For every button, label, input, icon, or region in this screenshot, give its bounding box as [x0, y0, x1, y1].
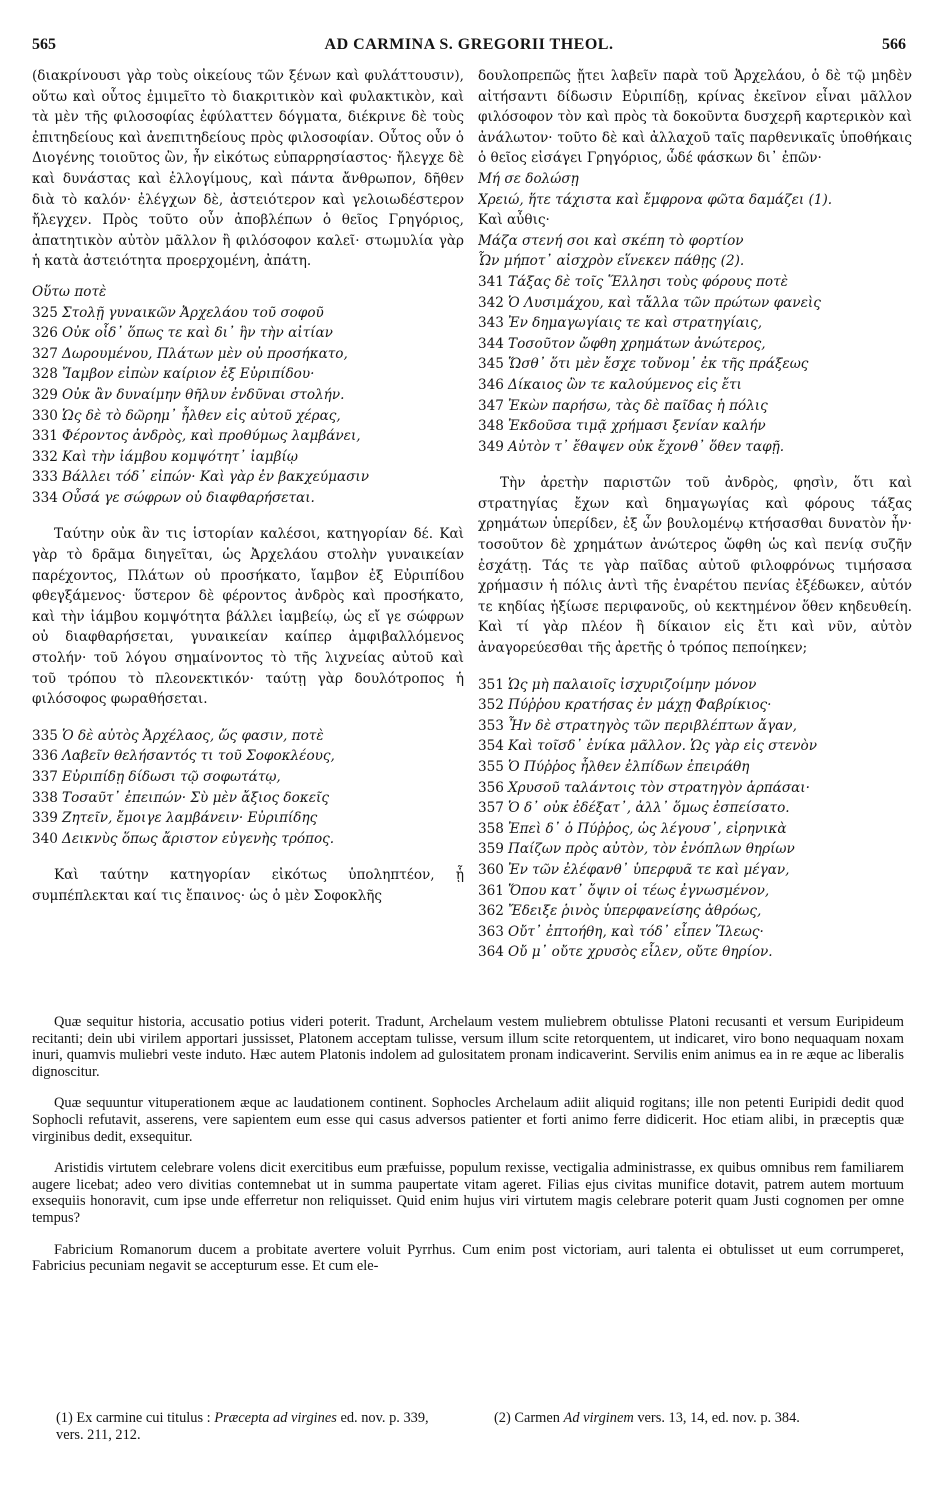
verse-text: Καὶ τοῖσδ᾽ ἐνίκα μᾶλλον. Ὡς γὰρ εἰς στενὸν	[508, 738, 817, 755]
verse-number: 362	[478, 903, 504, 920]
verse-line	[32, 323, 464, 344]
page-number-left: 565	[32, 36, 56, 53]
verse-line	[32, 447, 464, 468]
verse-number: 357	[478, 800, 504, 817]
verse-line	[478, 695, 912, 716]
verse-line	[478, 716, 912, 737]
verse-lead: Οὕτω ποτὲ	[32, 283, 107, 300]
verse-text: Ὁ Λυσιμάχου, καὶ τἄλλα τῶν πρώτων φανεὶς	[508, 294, 821, 311]
verse-number: 325	[32, 304, 58, 321]
citation-intro: Καὶ αὖθις·	[478, 212, 550, 229]
verse-number: 349	[478, 438, 504, 455]
verse-number: 336	[32, 748, 58, 765]
verse-line	[32, 746, 464, 767]
verse-text: Οὔτ᾽ ἐπτοήθη, καὶ τόδ᾽ εἶπεν Ἵλεως·	[508, 923, 764, 940]
verse-text: Ἐκὼν παρήσω, τὰς δὲ παῖδας ἡ πόλις	[508, 397, 768, 414]
verse-text: Ὁ δ᾽ οὐκ ἐδέξατ᾽, ἀλλ᾽ ὅμως ἐσπείσατο.	[508, 800, 790, 817]
verse-number: 363	[478, 923, 504, 940]
verse-text: Φέροντος ἀνδρὸς, καὶ προθύμως λαμβάνει,	[62, 428, 361, 445]
footnote-text: (2) Carmen	[494, 1410, 564, 1426]
citation-lead: Μή σε δολώσῃ	[478, 170, 579, 187]
verse-text: Ὅπου κατ᾽ ὄψιν οἱ τέως ἐγνωσμένον,	[508, 882, 770, 899]
verse-number: 342	[478, 294, 504, 311]
verse-text: Δίκαιος ὢν τε καλούμενος εἰς ἔτι	[508, 376, 742, 393]
latin-paragraph: Aristidis virtutem celebrare volens dicit exercitibus eum præfuisse, populum rexisse, vectigalia administrasse, ex quibus omnibus rem familiarem augere licebat; adeo vero divitias contemnebat ut in summa paupertate vitam ageret. Filias ejus civitas munifice dotavit, patrem autem mortuum exsequiis honoravit, cum ipse unde efferretur non reliquisset. Quid enim hujus viri virtutem magis celebrare poterit quam Justi cognomen per omne tempus?	[32, 1160, 904, 1226]
verse-line	[32, 344, 464, 365]
verse-line	[32, 426, 464, 447]
verse-text: Οὐκ ἂν δυναίμην θῆλυν ἐνδῦναι στολήν.	[62, 386, 345, 403]
verse-number: 360	[478, 861, 504, 878]
commentary-paragraph: Ταύτην οὐκ ἂν τις ἱστορίαν καλέσοι, κατηγορίαν δέ. Καὶ γὰρ τὸ δρᾶμα διηγεῖται, ὡς Ἀρχελάου στολὴν γυναικείαν παρέχοντος, Πλάτων οὐ προσήκατο, ἴαμβον ἐξ Εὐριπίδου φθεγξάμενος· ὕστερον δὲ φέροντος ἀνδρὸς καὶ προσήκατο, καὶ τὴν ἰάμβου κομψότητα βάλλει ἰαμβείῳ, ὡς εἴ γε σώφρων οὐ διαφθαρήσεται, γυναικείαν καίπερ ἀμφιβαλλόμενος στολήν· τοῦ λόγου σημαίνοντος τὸ τῆς λιχνείας αὐτοῦ καὶ τοῦ τρόπου τὸ πλεονεκτικόν· ταύτῃ γὰρ δουλότροπος ἡ φιλόσοφος φωραθήσεται.	[32, 526, 464, 708]
verse-block	[478, 675, 912, 963]
verse-number: 343	[478, 315, 504, 332]
latin-translation	[32, 1014, 904, 1386]
verse-line	[32, 767, 464, 788]
verse-text: Εὐριπίδῃ δίδωσι τῷ σοφωτάτῳ,	[62, 769, 281, 785]
verse-line	[478, 736, 912, 757]
verse-line	[478, 901, 912, 922]
verse-line	[32, 488, 464, 509]
verse-text: Δεικνὺς ὅπως ἄριστον εὐγενὴς τρόπος.	[62, 830, 335, 847]
verse-text: Ζητεῖν, ἔμοιγε λαμβάνειν· Εὐριπίδης	[62, 810, 318, 827]
verse-text: Παίζων πρὸς αὐτὸν, τὸν ἐνόπλων θηρίων	[508, 841, 795, 858]
verse-block	[32, 303, 464, 509]
verse-number: 329	[32, 386, 58, 403]
verse-number: 330	[32, 407, 58, 424]
verse-text: Τάξας δὲ τοῖς Ἕλλησι τοὺς φόρους ποτὲ	[508, 273, 788, 290]
verse-line	[32, 303, 464, 324]
verse-text: Ὡς δὲ τὸ δῶρημ᾽ ἦλθεν εἰς αὐτοῦ χέρας,	[62, 407, 341, 424]
verse-text: Πύῤῥου κρατήσας ἐν μάχῃ Φαβρίκιος·	[508, 697, 772, 714]
verse-number: 354	[478, 738, 504, 755]
running-title: AD CARMINA S. GREGORII THEOL.	[324, 36, 614, 53]
verse-number: 338	[32, 789, 58, 806]
verse-number: 359	[478, 841, 504, 858]
verse-text: Ἔδειξε ῥινὸς ὑπερφανείσης ἀθρόως,	[508, 903, 762, 920]
verse-line	[32, 788, 464, 809]
verse-number: 348	[478, 418, 504, 435]
latin-paragraph: Fabricium Romanorum ducem a probitate avertere voluit Pyrrhus. Cum enim post victoriam, auri talenta ei obtulisset ut eum corrumperet, Fabricius pecuniam negavit se accepturum esse. Et cum ele-	[32, 1241, 904, 1275]
footnote-2	[494, 1410, 904, 1427]
verse-text: Καὶ τὴν ἰάμβου κομψότητ᾽ ἰαμβίῳ	[62, 448, 298, 465]
greek-column-left	[32, 66, 464, 998]
verse-line	[32, 726, 464, 747]
verse-line	[32, 364, 464, 385]
verse-line	[478, 860, 912, 881]
verse-line	[478, 798, 912, 819]
verse-line	[32, 467, 464, 488]
commentary-paragraph: δουλοπρεπῶς ᾔτει λαβεῖν παρὰ τοῦ Ἀρχελάου, ὁ δὲ τῷ μηδὲν αἰτήσαντι δίδωσιν Εὐριπίδῃ, κρίνας ἐκεῖνον εἶναι μᾶλλον φιλόσοφον τὸν καὶ πρὸς τὰ δοκοῦντα δυσχερῆ καρτερικὸν καὶ ἀνάλωτον· τοῦτο δὲ καὶ ἀλλαχοῦ ταῖς παρθενικαῖς ὑποθήκαις ὁ θεῖος εἰσάγει Γρηγόριος, ὧδέ φάσκων δι᾽ ἐπῶν·	[478, 68, 912, 167]
verse-text: Ὁ δὲ αὐτὸς Ἀρχέλαος, ὥς φασιν, ποτὲ	[62, 727, 324, 744]
verse-number: 344	[478, 335, 504, 352]
verse-line	[478, 354, 912, 375]
verse-text: Τοσοῦτον ὤφθη χρημάτων ἀνώτερος,	[508, 335, 766, 352]
verse-text: Βάλλει τόδ᾽ εἰπών· Καὶ γὰρ ἐν βακχεύμασιν	[62, 469, 370, 486]
verse-text: Ὥσθ᾽ ὅτι μὲν ἔσχε τοὔνομ᾽ ἐκ τῆς πράξεως	[508, 356, 809, 373]
verse-text: Ἴαμβον εἰπὼν καίριον ἐξ Εὐριπίδου·	[62, 366, 315, 383]
verse-line	[478, 675, 912, 696]
verse-line	[478, 313, 912, 334]
verse-line	[478, 839, 912, 860]
verse-line	[32, 808, 464, 829]
verse-number: 339	[32, 810, 58, 827]
verse-number: 331	[32, 428, 58, 445]
verse-block	[478, 272, 912, 457]
verse-number: 341	[478, 273, 504, 290]
verse-text: Δωρουμένου, Πλάτων μὲν οὐ προσήκατο,	[62, 345, 348, 362]
commentary-paragraph: Καὶ ταύτην κατηγορίαν εἰκότως ὑποληπτέον, ᾗ συμπέπλεκται καί τις ἔπαινος· ὡς ὁ μὲν Σοφοκλῆς	[32, 867, 464, 904]
citation-line: Χρειώ, ἥτε τάχιστα καὶ ἔμφρονα φῶτα δαμάζει (1).	[478, 191, 833, 208]
latin-paragraph: Quæ sequuntur vituperationem æque ac laudationem continent. Sophocles Archelaum adiit aliquid rogitans; ille non petenti Euripidi dedit quod Sophocli refutavit, asserens, vere sapientem eum esse qui casus adversos patienter et forti animo ferre didicerit. Hoc etiam alibi, in præceptis quæ virginibus dedit, exsequitur.	[32, 1095, 904, 1145]
footnote-work-title: Ad virginem	[563, 1410, 634, 1426]
verse-number: 328	[32, 366, 58, 383]
verse-number: 364	[478, 944, 504, 961]
verse-line	[478, 922, 912, 943]
greek-column-right	[478, 66, 912, 998]
verse-line	[478, 293, 912, 314]
verse-number: 356	[478, 779, 504, 796]
verse-line	[478, 437, 912, 458]
verse-text: Χρυσοῦ ταλάντοις τὸν στρατηγὸν ἁρπάσαι·	[508, 779, 810, 796]
verse-line	[478, 819, 912, 840]
verse-number: 340	[32, 830, 58, 847]
verse-line	[478, 757, 912, 778]
verse-text: Ἐπεὶ δ᾽ ὁ Πύῤῥος, ὡς λέγουσ᾽, εἰρηνικὰ	[508, 820, 787, 837]
verse-text: Ἦν δὲ στρατηγὸς τῶν περιβλέπτων ἄγαν,	[508, 717, 797, 734]
citation-line: Μάζα στενή σοι καὶ σκέπη τὸ φορτίον	[478, 232, 744, 249]
page-header	[32, 36, 906, 60]
footnote-text: ed. nov. p. 339, vers. 211, 212.	[56, 1410, 429, 1443]
verse-number: 334	[32, 489, 58, 506]
verse-line	[478, 881, 912, 902]
commentary-paragraph: Τὴν ἀρετὴν παριστῶν τοῦ ἀνδρὸς, φησὶν, ὅτι καὶ στρατηγίας ἔχων καὶ δημαγωγίας καὶ φόρους τάξας χρημάτων ὑπερίδεν, ἐξ ὧν βουλομένῳ κτήσασθαι δυνατὸν ἦν· τοσοῦτον δὲ χρημάτων ἀνώτερος ὤφθη ὡς καὶ πενίᾳ συζῆν ἐσχάτῃ. Τάς τε γὰρ παῖδας αὐτοῦ φιλοφρόνως τιμήσασα χρήμασιν ἡ πόλις ἀντὶ τῆς ἐναρέτου πενίας ἐξέδωκεν, αὐτόν τε κηδίας ἠξίωσε περιφανοῦς, οὐ κεκτημένον ὅθεν κηδευθείη. Καὶ τί γὰρ πλέον ἢ δίκαιον εἰς ἔτι καὶ νῦν, αὐτὸν ἀναγορεύεσθαι τῆς ἀρετῆς ὁ τρόπος πεποίηκεν;	[478, 475, 912, 657]
verse-text: Ἐν τῶν ἐλέφανθ᾽ ὑπερφυᾶ τε καὶ μέγαν,	[508, 861, 790, 878]
verse-line	[478, 375, 912, 396]
verse-text: Λαβεῖν θελήσαντός τι τοῦ Σοφοκλέους,	[62, 748, 335, 765]
verse-line	[32, 406, 464, 427]
verse-text: Στολῇ γυναικῶν Ἀρχελάου τοῦ σοφοῦ	[62, 304, 324, 321]
verse-text: Ὁ Πύῤῥος ἦλθεν ἐλπίδων ἐπειράθη	[508, 759, 750, 775]
footnote-1	[56, 1410, 456, 1443]
page-number-right: 566	[882, 36, 906, 53]
verse-text: Οὐκ οἶδ᾽ ὅπως τε καὶ δι᾽ ἣν τὴν αἰτίαν	[62, 325, 333, 342]
verse-number: 355	[478, 759, 504, 775]
verse-number: 352	[478, 697, 504, 714]
verse-number: 347	[478, 397, 504, 414]
citation-line: Ὧν μήποτ᾽ αἰσχρὸν εἵνεκεν πάθῃς (2).	[478, 253, 745, 270]
latin-paragraph: Quæ sequitur historia, accusatio potius videri poterit. Tradunt, Archelaum vestem muliebrem obtulisse Platoni recusanti et versum Euripideum recitanti; dein ubi virilem apportari jussisset, Platonem acceptam tulisse, versum illum scite retorquentem, ut indicaret, viro bono nequaquam noxam inuri, quamvis muliebri veste induto. Hæc autem Platonis indolem ad gulositatem pronam indicaverint. Servilis enim animus ea in re æque ac liberalis dignoscitur.	[32, 1014, 904, 1080]
footnote-text: (1) Ex carmine cui titulus :	[56, 1410, 215, 1426]
footnotes	[32, 1410, 906, 1470]
verse-number: 332	[32, 448, 58, 465]
verse-number: 361	[478, 882, 504, 899]
verse-number: 327	[32, 345, 58, 362]
verse-text: Οὔ μ᾽ οὔτε χρυσὸς εἷλεν, οὔτε θηρίον.	[508, 944, 773, 961]
verse-number: 353	[478, 717, 504, 734]
verse-number: 333	[32, 469, 58, 486]
verse-text: Τοσαῦτ᾽ ἐπειπών· Σὺ μὲν ἄξιος δοκεῖς	[62, 789, 329, 806]
verse-text: Ἐν δημαγωγίαις τε καὶ στρατηγίαις,	[508, 315, 763, 332]
verse-number: 358	[478, 820, 504, 837]
verse-number: 351	[478, 676, 504, 693]
verse-text: Ὡς μὴ παλαιοῖς ἰσχυριζοίμην μόνον	[508, 676, 757, 693]
verse-line	[32, 385, 464, 406]
verse-line	[32, 829, 464, 850]
verse-line	[478, 942, 912, 963]
verse-block	[32, 726, 464, 850]
verse-text: Οὖσά γε σώφρων οὐ διαφθαρήσεται.	[62, 489, 315, 506]
verse-number: 326	[32, 325, 58, 342]
verse-number: 345	[478, 356, 504, 373]
verse-number: 346	[478, 376, 504, 393]
verse-number: 335	[32, 727, 58, 744]
verse-number: 337	[32, 769, 58, 785]
footnote-work-title: Præcepta ad virgines	[214, 1410, 337, 1426]
verse-line	[478, 334, 912, 355]
footnote-text: vers. 13, 14, ed. nov. p. 384.	[633, 1410, 800, 1426]
verse-line	[478, 416, 912, 437]
verse-line	[478, 396, 912, 417]
verse-line	[478, 272, 912, 293]
verse-line	[478, 778, 912, 799]
verse-text: Ἐκδοῦσα τιμᾷ χρήμασι ξενίαν καλήν	[508, 418, 766, 435]
commentary-paragraph: (διακρίνουσι γὰρ τοὺς οἰκείους τῶν ξένων καὶ φυλάττουσιν), οὕτω καὶ οὗτος ἐμιμεῖτο τὸ διακριτικὸν καὶ φυλακτικὸν, καὶ τὰ μὲν τῆς φιλοσοφίας ἐφύλαττεν δόγματα, διέκρινε δὲ τοὺς ἐπιτηδείους καὶ ἀνεπιτηδείους πρὸς φιλοσοφίαν. Οὗτος οὖν ὁ Διογένης τοιοῦτος ὢν, ἦν εἰκότως εὐπαρρησίαστος· ἤλεγχε δὲ καὶ δυνάστας καὶ ἐλλογίμους, καὶ πάντα ἄνθρωπον, δῆθεν διὰ τὸ καλόν· ἐλέγχων δὲ, ἀστειότερον καὶ γελοιωδέστερον ἤλεγχεν. Πρὸς τοῦτο οὖν ἀποβλέπων ὁ θεῖος Γρηγόριος, ἀπατητικὸν αὐτὸν μᾶλλον ἢ φιλόσοφον καλεῖ· στωμυλία γὰρ ἡ κατὰ ἀστειότητα προερχομένη, ἀπάτη.	[32, 68, 464, 270]
verse-text: Αὐτὸν τ᾽ ἔθαψεν οὐκ ἔχονθ᾽ ὅθεν ταφῇ.	[508, 438, 785, 455]
